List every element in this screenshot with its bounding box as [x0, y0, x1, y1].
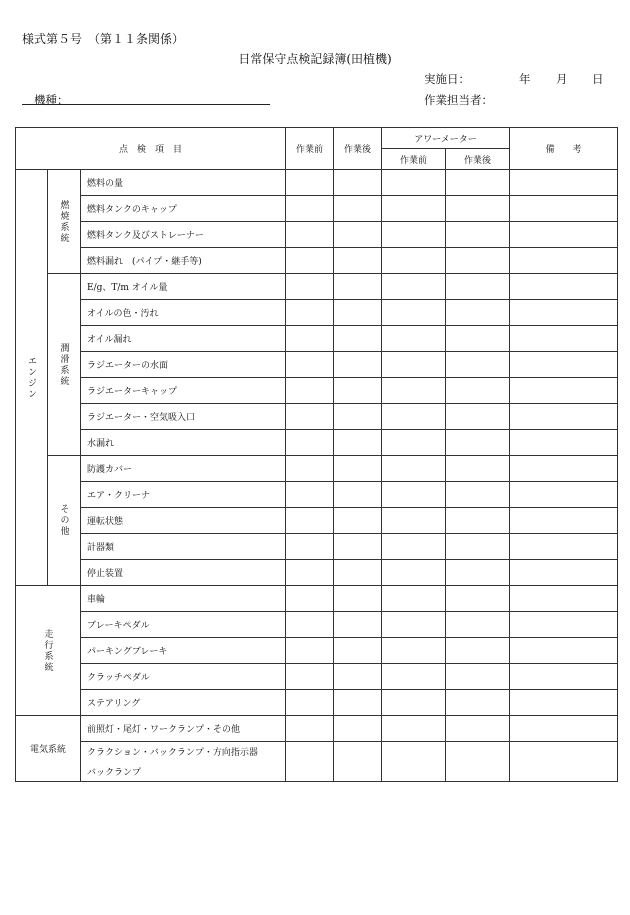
remarks-cell[interactable] [510, 456, 618, 482]
check-cell[interactable] [286, 560, 334, 586]
remarks-cell[interactable] [510, 742, 618, 782]
worker-label: 作業担当者： [424, 93, 493, 107]
check-cell[interactable] [446, 742, 510, 782]
model-input-line[interactable] [22, 104, 270, 105]
check-cell[interactable] [382, 378, 446, 404]
check-cell[interactable] [334, 300, 382, 326]
item-steering: ステアリング [81, 690, 286, 716]
remarks-cell[interactable] [510, 664, 618, 690]
remarks-cell[interactable] [510, 326, 618, 352]
item-oil-leak: オイル漏れ [81, 326, 286, 352]
check-cell[interactable] [382, 560, 446, 586]
check-cell[interactable] [382, 664, 446, 690]
implementation-date-label: 実施日： [424, 72, 470, 86]
check-cell[interactable] [382, 638, 446, 664]
check-cell[interactable] [334, 560, 382, 586]
item-fuel-leak: 燃料漏れ (パイプ・継手等) [81, 248, 286, 274]
item-lights: 前照灯・尾灯・ワークランプ・その他 [81, 716, 286, 742]
check-cell[interactable] [286, 378, 334, 404]
remarks-cell[interactable] [510, 586, 618, 612]
check-cell[interactable] [382, 534, 446, 560]
check-cell[interactable] [286, 456, 334, 482]
check-cell[interactable] [334, 196, 382, 222]
check-cell[interactable] [286, 352, 334, 378]
check-cell[interactable] [382, 300, 446, 326]
item-operation-status: 運転状態 [81, 508, 286, 534]
check-cell[interactable] [286, 404, 334, 430]
category-other: その他 [48, 456, 81, 586]
check-cell[interactable] [286, 612, 334, 638]
check-cell[interactable] [446, 222, 510, 248]
check-cell[interactable] [446, 664, 510, 690]
check-cell[interactable] [334, 716, 382, 742]
remarks-cell[interactable] [510, 534, 618, 560]
check-cell[interactable] [286, 274, 334, 300]
category-engine: エンジン [16, 170, 48, 586]
header-after: 作業後 [334, 128, 382, 170]
check-cell[interactable] [382, 612, 446, 638]
check-cell[interactable] [334, 456, 382, 482]
check-cell[interactable] [334, 742, 382, 782]
check-cell[interactable] [382, 404, 446, 430]
check-cell[interactable] [382, 742, 446, 782]
remarks-cell[interactable] [510, 196, 618, 222]
check-cell[interactable] [382, 430, 446, 456]
remarks-cell[interactable] [510, 690, 618, 716]
check-cell[interactable] [334, 170, 382, 196]
check-cell[interactable] [334, 482, 382, 508]
remarks-cell[interactable] [510, 482, 618, 508]
check-cell[interactable] [334, 664, 382, 690]
check-cell[interactable] [382, 586, 446, 612]
check-cell[interactable] [286, 586, 334, 612]
header-item-text: 点 検 項 目 [119, 145, 183, 155]
item-parking-brake: パーキングブレーキ [81, 638, 286, 664]
check-cell[interactable] [446, 404, 510, 430]
remarks-cell[interactable] [510, 352, 618, 378]
check-cell[interactable] [382, 326, 446, 352]
check-cell[interactable] [382, 222, 446, 248]
item-radiator-air-intake: ラジエーター・空気吸入口 [81, 404, 286, 430]
item-gauges: 計器類 [81, 534, 286, 560]
check-cell[interactable] [446, 170, 510, 196]
check-cell[interactable] [286, 534, 334, 560]
check-cell[interactable] [446, 300, 510, 326]
category-fuel-system: 燃焼系統 [48, 170, 81, 274]
item-guard-cover: 防護カバー [81, 456, 286, 482]
check-cell[interactable] [334, 378, 382, 404]
item-back-lamp: バックランプ [81, 762, 286, 782]
category-drive-system: 走行系統 [16, 586, 81, 716]
remarks-cell[interactable] [510, 222, 618, 248]
check-cell[interactable] [334, 352, 382, 378]
check-cell[interactable] [446, 378, 510, 404]
check-cell[interactable] [446, 456, 510, 482]
item-oil-amount: E/g、T/m オイル量 [81, 274, 286, 300]
item-brake-pedal: ブレーキペダル [81, 612, 286, 638]
check-cell[interactable] [286, 196, 334, 222]
check-cell[interactable] [286, 170, 334, 196]
check-cell[interactable] [286, 300, 334, 326]
check-cell[interactable] [446, 352, 510, 378]
remarks-cell[interactable] [510, 430, 618, 456]
month-label: 月 [556, 72, 568, 86]
check-cell[interactable] [382, 456, 446, 482]
check-cell[interactable] [382, 716, 446, 742]
check-cell[interactable] [382, 196, 446, 222]
day-label: 日 [592, 72, 604, 86]
remarks-cell[interactable] [510, 274, 618, 300]
check-cell[interactable] [334, 248, 382, 274]
remarks-cell[interactable] [510, 560, 618, 586]
check-cell[interactable] [334, 534, 382, 560]
category-electrical-system: 電気系統 [16, 716, 81, 782]
item-radiator-cap: ラジエーターキャップ [81, 378, 286, 404]
check-cell[interactable] [286, 508, 334, 534]
item-fuel-tank-strainer: 燃料タンク及びストレーナー [81, 222, 286, 248]
header-before: 作業前 [286, 128, 334, 170]
item-oil-color: オイルの色・汚れ [81, 300, 286, 326]
check-cell[interactable] [446, 612, 510, 638]
check-cell[interactable] [334, 222, 382, 248]
inspection-table [15, 127, 618, 782]
header-remarks: 備 考 [510, 128, 618, 170]
check-cell[interactable] [286, 248, 334, 274]
check-cell[interactable] [382, 170, 446, 196]
check-cell[interactable] [382, 690, 446, 716]
check-cell[interactable] [334, 690, 382, 716]
check-cell[interactable] [446, 586, 510, 612]
check-cell[interactable] [382, 248, 446, 274]
check-cell[interactable] [286, 638, 334, 664]
check-cell[interactable] [334, 586, 382, 612]
check-cell[interactable] [334, 508, 382, 534]
check-cell[interactable] [286, 716, 334, 742]
item-radiator-water: ラジエーターの水面 [81, 352, 286, 378]
check-cell[interactable] [382, 352, 446, 378]
check-cell[interactable] [446, 638, 510, 664]
check-cell[interactable] [446, 274, 510, 300]
check-cell[interactable] [382, 274, 446, 300]
check-cell[interactable] [334, 274, 382, 300]
check-cell[interactable] [286, 430, 334, 456]
header-hm-after: 作業後 [446, 149, 510, 170]
remarks-cell[interactable] [510, 248, 618, 274]
check-cell[interactable] [382, 482, 446, 508]
check-cell[interactable] [334, 326, 382, 352]
header-item [16, 128, 286, 170]
item-water-leak: 水漏れ [81, 430, 286, 456]
check-cell[interactable] [446, 430, 510, 456]
item-clutch-pedal: クラッチペダル [81, 664, 286, 690]
check-cell[interactable] [286, 222, 334, 248]
category-lubrication-system: 潤滑系統 [48, 274, 81, 456]
check-cell[interactable] [334, 612, 382, 638]
remarks-cell[interactable] [510, 638, 618, 664]
check-cell[interactable] [286, 742, 334, 782]
header-hm-before: 作業前 [382, 149, 446, 170]
check-cell[interactable] [446, 690, 510, 716]
item-stop-device: 停止装置 [81, 560, 286, 586]
remarks-cell[interactable] [510, 404, 618, 430]
header-hour-meter: アワーメーター [382, 128, 510, 149]
item-wheels: 車輪 [81, 586, 286, 612]
check-cell[interactable] [446, 508, 510, 534]
remarks-cell[interactable] [510, 300, 618, 326]
remarks-cell[interactable] [510, 170, 618, 196]
item-air-cleaner: エア・クリーナ [81, 482, 286, 508]
check-cell[interactable] [446, 196, 510, 222]
item-horn-indicators: クラクション・バックランプ・方向指示器 [81, 742, 286, 762]
form-number: 様式第５号 （第１１条関係） [22, 32, 185, 46]
document-title: 日常保守点検記録簿(田植機) [238, 52, 392, 66]
remarks-cell[interactable] [510, 508, 618, 534]
item-fuel-amount: 燃料の量 [81, 170, 286, 196]
model-label: 機種： [34, 93, 69, 107]
check-cell[interactable] [334, 430, 382, 456]
remarks-cell[interactable] [510, 378, 618, 404]
remarks-cell[interactable] [510, 612, 618, 638]
check-cell[interactable] [334, 404, 382, 430]
check-cell[interactable] [446, 482, 510, 508]
check-cell[interactable] [446, 248, 510, 274]
check-cell[interactable] [446, 716, 510, 742]
check-cell[interactable] [382, 508, 446, 534]
check-cell[interactable] [446, 560, 510, 586]
check-cell[interactable] [286, 326, 334, 352]
check-cell[interactable] [286, 690, 334, 716]
check-cell[interactable] [334, 638, 382, 664]
item-fuel-cap: 燃料タンクのキャップ [81, 196, 286, 222]
check-cell[interactable] [286, 664, 334, 690]
year-label: 年 [519, 72, 531, 86]
remarks-cell[interactable] [510, 716, 618, 742]
check-cell[interactable] [446, 534, 510, 560]
check-cell[interactable] [286, 482, 334, 508]
check-cell[interactable] [446, 326, 510, 352]
